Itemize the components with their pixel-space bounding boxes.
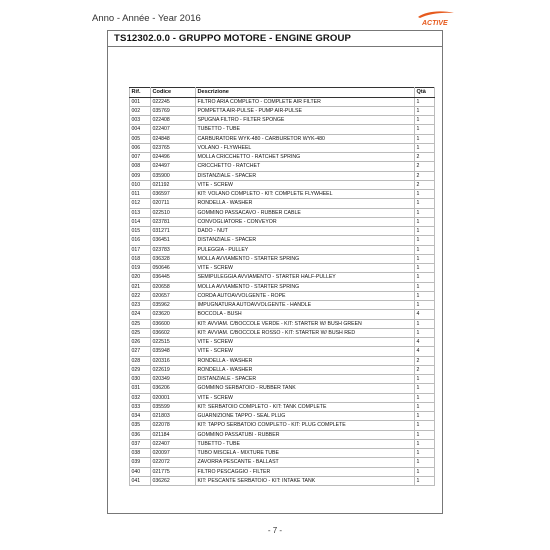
cell-qta: 1 xyxy=(415,476,435,485)
cell-qta: 1 xyxy=(415,273,435,282)
table-row xyxy=(130,347,435,356)
cell-codice: 021775 xyxy=(151,467,196,476)
cell-qta: 1 xyxy=(415,467,435,476)
cell-descrizione: VITE - SCREW xyxy=(196,264,415,273)
cell-rif: 006 xyxy=(130,143,151,152)
cell-qta: 1 xyxy=(415,384,435,393)
cell-rif: 039 xyxy=(130,458,151,467)
cell-codice: 022515 xyxy=(151,338,196,347)
table-row xyxy=(130,134,435,143)
cell-descrizione: CARBURATORE WYK-480 - CARBURETOR WYK-480 xyxy=(196,134,415,143)
cell-descrizione: PULEGGIA - PULLEY xyxy=(196,245,415,254)
cell-descrizione: VITE - SCREW xyxy=(196,180,415,189)
cell-qta: 4 xyxy=(415,310,435,319)
cell-codice: 024497 xyxy=(151,162,196,171)
table-header-row xyxy=(130,88,435,98)
cell-rif: 034 xyxy=(130,412,151,421)
cell-codice: 020001 xyxy=(151,393,196,402)
cell-codice: 024496 xyxy=(151,153,196,162)
cell-codice: 020097 xyxy=(151,449,196,458)
table-row xyxy=(130,171,435,180)
cell-qta: 1 xyxy=(415,254,435,263)
cell-rif: 005 xyxy=(130,134,151,143)
cell-rif: 037 xyxy=(130,439,151,448)
cell-qta: 1 xyxy=(415,439,435,448)
table-row xyxy=(130,421,435,430)
table-row xyxy=(130,162,435,171)
cell-qta: 1 xyxy=(415,430,435,439)
cell-qta: 1 xyxy=(415,97,435,106)
cell-codice: 022619 xyxy=(151,365,196,374)
cell-descrizione: MOLLA AVVIAMENTO - STARTER SPRING xyxy=(196,282,415,291)
cell-descrizione: RONDELLA - WASHER xyxy=(196,365,415,374)
cell-qta: 1 xyxy=(415,125,435,134)
table-row xyxy=(130,190,435,199)
cell-qta: 1 xyxy=(415,301,435,310)
table-row xyxy=(130,375,435,384)
cell-codice: 022245 xyxy=(151,97,196,106)
cell-qta: 1 xyxy=(415,291,435,300)
column-header-descrizione: Descrizione xyxy=(196,88,415,98)
cell-qta: 4 xyxy=(415,347,435,356)
cell-descrizione: MOLLA AVVIAMENTO - STARTER SPRING xyxy=(196,254,415,263)
cell-descrizione: SPUGNA FILTRO - FILTER SPONGE xyxy=(196,116,415,125)
cell-rif: 025 xyxy=(130,319,151,328)
cell-codice: 023765 xyxy=(151,143,196,152)
cell-qta: 2 xyxy=(415,356,435,365)
cell-rif: 041 xyxy=(130,476,151,485)
cell-codice: 020349 xyxy=(151,375,196,384)
table-row xyxy=(130,180,435,189)
cell-rif: 002 xyxy=(130,106,151,115)
cell-descrizione: SEMIPULEGGIA AVVIAMENTO - STARTER HALF-PULLEY xyxy=(196,273,415,282)
cell-qta: 1 xyxy=(415,134,435,143)
cell-descrizione: VITE - SCREW xyxy=(196,347,415,356)
table-row xyxy=(130,412,435,421)
cell-codice: 035948 xyxy=(151,347,196,356)
table-row xyxy=(130,458,435,467)
cell-rif: 024 xyxy=(130,310,151,319)
cell-rif: 027 xyxy=(130,347,151,356)
cell-rif: 033 xyxy=(130,402,151,411)
cell-qta: 4 xyxy=(415,338,435,347)
table-row xyxy=(130,143,435,152)
cell-descrizione: VITE - SCREW xyxy=(196,338,415,347)
table-row xyxy=(130,291,435,300)
cell-descrizione: KIT: AVVIAM. C/BOCCOLE ROSSO - KIT: STARTER W/ BUSH RED xyxy=(196,328,415,337)
cell-codice: 022407 xyxy=(151,439,196,448)
cell-rif: 036 xyxy=(130,430,151,439)
cell-codice: 035599 xyxy=(151,402,196,411)
cell-codice: 035962 xyxy=(151,301,196,310)
table-row xyxy=(130,273,435,282)
cell-rif: 023 xyxy=(130,301,151,310)
table-row xyxy=(130,254,435,263)
cell-rif: 007 xyxy=(130,153,151,162)
cell-codice: 036451 xyxy=(151,236,196,245)
cell-rif: 022 xyxy=(130,291,151,300)
table-row xyxy=(130,106,435,115)
cell-descrizione: VOLANO - FLYWHEEL xyxy=(196,143,415,152)
cell-descrizione: DISTANZIALE - SPACER xyxy=(196,375,415,384)
cell-descrizione: FILTRO ARIA COMPLETO - COMPLETE AIR FILTER xyxy=(196,97,415,106)
cell-rif: 040 xyxy=(130,467,151,476)
cell-descrizione: KIT: PESCANTE SERBATOIO - KIT: INTAKE TANK xyxy=(196,476,415,485)
cell-rif: 020 xyxy=(130,273,151,282)
cell-qta: 1 xyxy=(415,319,435,328)
cell-rif: 015 xyxy=(130,227,151,236)
cell-qta: 1 xyxy=(415,190,435,199)
cell-qta: 1 xyxy=(415,458,435,467)
cell-qta: 1 xyxy=(415,236,435,245)
cell-descrizione: BOCCOLA - BUSH xyxy=(196,310,415,319)
cell-codice: 035900 xyxy=(151,171,196,180)
table-row xyxy=(130,356,435,365)
table-row xyxy=(130,467,435,476)
group-title: TS12302.0.0 - GRUPPO MOTORE - ENGINE GROUP xyxy=(114,33,351,44)
cell-descrizione: POMPETTA AIR-PULSE - PUMP AIR-PULSE xyxy=(196,106,415,115)
cell-rif: 009 xyxy=(130,171,151,180)
cell-descrizione: TUBETTO - TUBE xyxy=(196,439,415,448)
cell-codice: 035769 xyxy=(151,106,196,115)
cell-qta: 2 xyxy=(415,365,435,374)
cell-qta: 1 xyxy=(415,328,435,337)
cell-qta: 1 xyxy=(415,208,435,217)
parts-panel xyxy=(107,30,443,514)
table-row xyxy=(130,393,435,402)
cell-rif: 028 xyxy=(130,356,151,365)
cell-descrizione: CRICCHETTO - RATCHET xyxy=(196,162,415,171)
cell-qta: 1 xyxy=(415,393,435,402)
cell-qta: 1 xyxy=(415,412,435,421)
cell-rif: 021 xyxy=(130,282,151,291)
cell-rif: 018 xyxy=(130,254,151,263)
cell-descrizione: IMPUGNATURA AUTOAVVOLGENTE - HANDLE xyxy=(196,301,415,310)
logo-text: ACTIVE xyxy=(422,20,448,27)
cell-codice: 023781 xyxy=(151,217,196,226)
cell-descrizione: DISTANZIALE - SPACER xyxy=(196,171,415,180)
cell-rif: 016 xyxy=(130,236,151,245)
table-row xyxy=(130,282,435,291)
cell-codice: 020316 xyxy=(151,356,196,365)
cell-qta: 2 xyxy=(415,162,435,171)
title-divider xyxy=(108,46,442,47)
cell-descrizione: GOMMINO PASSACAVO - RUBBER CABLE xyxy=(196,208,415,217)
table-row xyxy=(130,97,435,106)
cell-codice: 036262 xyxy=(151,476,196,485)
cell-descrizione: RONDELLA - WASHER xyxy=(196,199,415,208)
parts-table xyxy=(129,87,435,486)
table-row xyxy=(130,365,435,374)
cell-rif: 026 xyxy=(130,338,151,347)
cell-qta: 1 xyxy=(415,449,435,458)
cell-codice: 021184 xyxy=(151,430,196,439)
cell-codice: 022407 xyxy=(151,125,196,134)
cell-rif: 029 xyxy=(130,365,151,374)
table-row xyxy=(130,217,435,226)
cell-descrizione: ZAVORRA PESCANTE - BALLAST xyxy=(196,458,415,467)
table-row xyxy=(130,116,435,125)
cell-rif: 019 xyxy=(130,264,151,273)
column-header-rif: Rif. xyxy=(130,88,151,98)
cell-rif: 013 xyxy=(130,208,151,217)
parts-table-body xyxy=(130,97,435,486)
table-row xyxy=(130,328,435,337)
cell-descrizione: FILTRO PESCAGGIO - FILTER xyxy=(196,467,415,476)
cell-rif: 031 xyxy=(130,384,151,393)
table-row xyxy=(130,227,435,236)
table-row xyxy=(130,125,435,134)
cell-qta: 2 xyxy=(415,180,435,189)
cell-codice: 036600 xyxy=(151,319,196,328)
cell-descrizione: RONDELLA - WASHER xyxy=(196,356,415,365)
cell-codice: 024848 xyxy=(151,134,196,143)
cell-descrizione: KIT: SERBATOIO COMPLETO - KIT: TANK COMPLETE xyxy=(196,402,415,411)
cell-codice: 021192 xyxy=(151,180,196,189)
cell-qta: 1 xyxy=(415,421,435,430)
cell-codice: 036597 xyxy=(151,190,196,199)
cell-codice: 036445 xyxy=(151,273,196,282)
cell-codice: 020658 xyxy=(151,282,196,291)
cell-codice: 022510 xyxy=(151,208,196,217)
table-row xyxy=(130,338,435,347)
cell-descrizione: TUBETTO - TUBE xyxy=(196,125,415,134)
cell-codice: 050646 xyxy=(151,264,196,273)
table-row xyxy=(130,153,435,162)
table-row xyxy=(130,476,435,485)
cell-codice: 022078 xyxy=(151,421,196,430)
cell-codice: 022072 xyxy=(151,458,196,467)
cell-qta: 1 xyxy=(415,199,435,208)
cell-rif: 008 xyxy=(130,162,151,171)
cell-descrizione: CONVOGLIATORE - CONVEYOR xyxy=(196,217,415,226)
cell-codice: 031271 xyxy=(151,227,196,236)
table-row xyxy=(130,264,435,273)
table-row xyxy=(130,402,435,411)
cell-descrizione: GUARNIZIONE TAPPO - SEAL PLUG xyxy=(196,412,415,421)
cell-qta: 1 xyxy=(415,116,435,125)
cell-codice: 020657 xyxy=(151,291,196,300)
cell-qta: 2 xyxy=(415,153,435,162)
cell-rif: 017 xyxy=(130,245,151,254)
cell-rif: 025 xyxy=(130,328,151,337)
cell-descrizione: KIT: TAPPO SERBATOIO COMPLETO - KIT: PLUG COMPLETE xyxy=(196,421,415,430)
cell-qta: 1 xyxy=(415,227,435,236)
cell-descrizione: VITE - SCREW xyxy=(196,393,415,402)
cell-descrizione: CORDA AUTOAVVOLGENTE - ROPE xyxy=(196,291,415,300)
cell-codice: 036602 xyxy=(151,328,196,337)
cell-qta: 1 xyxy=(415,217,435,226)
table-row xyxy=(130,245,435,254)
table-row xyxy=(130,199,435,208)
table-row xyxy=(130,301,435,310)
document-year-title: Anno - Année - Year 2016 xyxy=(92,13,201,24)
cell-rif: 030 xyxy=(130,375,151,384)
column-header-codice: Codice xyxy=(151,88,196,98)
cell-codice: 036328 xyxy=(151,254,196,263)
table-row xyxy=(130,310,435,319)
table-row xyxy=(130,319,435,328)
cell-qta: 1 xyxy=(415,264,435,273)
cell-rif: 032 xyxy=(130,393,151,402)
cell-descrizione: GOMMINO SERBATOIO - RUBBER TANK xyxy=(196,384,415,393)
cell-descrizione: GOMMINO PASSATUBI - RUBBER xyxy=(196,430,415,439)
cell-codice: 022408 xyxy=(151,116,196,125)
cell-descrizione: TUBO MISCELA - MIXTURE TUBE xyxy=(196,449,415,458)
cell-rif: 004 xyxy=(130,125,151,134)
cell-codice: 021803 xyxy=(151,412,196,421)
table-row xyxy=(130,208,435,217)
table-row xyxy=(130,439,435,448)
table-row xyxy=(130,430,435,439)
cell-rif: 001 xyxy=(130,97,151,106)
cell-qta: 1 xyxy=(415,375,435,384)
cell-rif: 012 xyxy=(130,199,151,208)
cell-qta: 1 xyxy=(415,402,435,411)
table-row xyxy=(130,236,435,245)
page-number: - 7 - xyxy=(267,526,283,535)
cell-rif: 011 xyxy=(130,190,151,199)
table-row xyxy=(130,384,435,393)
cell-descrizione: KIT: VOLANO COMPLETO - KIT: COMPLETE FLYWHEEL xyxy=(196,190,415,199)
cell-qta: 1 xyxy=(415,106,435,115)
cell-qta: 1 xyxy=(415,282,435,291)
cell-rif: 010 xyxy=(130,180,151,189)
cell-rif: 038 xyxy=(130,449,151,458)
cell-rif: 014 xyxy=(130,217,151,226)
column-header-qta: Qtà xyxy=(415,88,435,98)
cell-descrizione: DADO - NUT xyxy=(196,227,415,236)
cell-codice: 023620 xyxy=(151,310,196,319)
cell-codice: 036206 xyxy=(151,384,196,393)
cell-qta: 1 xyxy=(415,143,435,152)
logo-swoosh xyxy=(418,11,454,18)
cell-descrizione: KIT: AVVIAM. C/BOCCOLE VERDE - KIT: STARTER W/ BUSH GREEN xyxy=(196,319,415,328)
cell-rif: 003 xyxy=(130,116,151,125)
active-logo xyxy=(408,10,456,28)
cell-qta: 1 xyxy=(415,245,435,254)
cell-codice: 023783 xyxy=(151,245,196,254)
cell-qta: 2 xyxy=(415,171,435,180)
cell-descrizione: MOLLA CRICCHETTO - RATCHET SPRING xyxy=(196,153,415,162)
cell-descrizione: DISTANZIALE - SPACER xyxy=(196,236,415,245)
cell-codice: 020711 xyxy=(151,199,196,208)
table-row xyxy=(130,449,435,458)
cell-rif: 035 xyxy=(130,421,151,430)
